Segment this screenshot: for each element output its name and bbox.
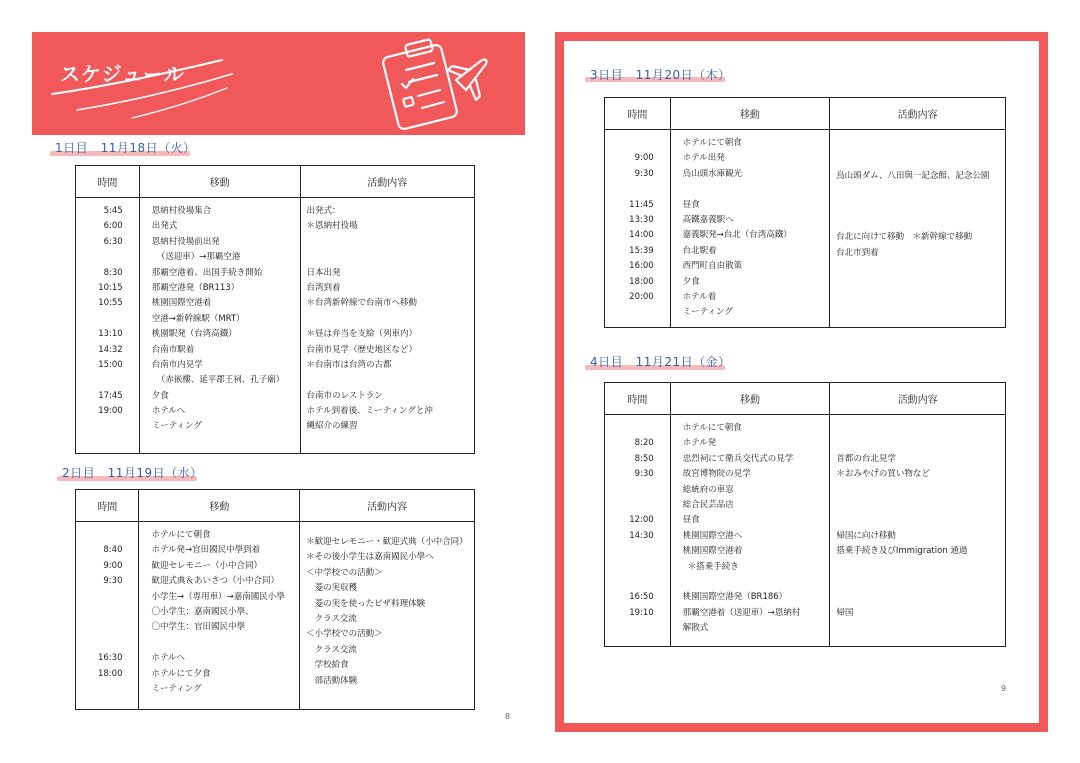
activity-entry: [836, 277, 1005, 292]
activity-entry: 烏山頭ダム、八田與一記念館、記念公園: [836, 170, 990, 181]
move-entry: 総合民芸品店: [682, 499, 734, 510]
activity-entry: 台北に向けて移動 ＊新幹線で移動: [836, 232, 973, 243]
move-entry: ホテルにて朝食: [682, 423, 742, 433]
activity-column-header: 活動内容: [300, 166, 475, 198]
move-column-header: 移動: [139, 490, 300, 522]
activity-entry: 学校給食: [306, 660, 349, 671]
time-column-header: 時間: [76, 166, 140, 198]
move-entry: 高鐵嘉義駅へ: [682, 214, 734, 225]
day1-schedule-table: [75, 165, 475, 454]
time-entry: 14:00: [629, 230, 654, 241]
move-entry: 歓迎セレモニー（小中合同）: [151, 560, 262, 571]
move-entry: 昼食: [682, 515, 700, 526]
activity-entry: [836, 621, 1005, 636]
activity-entry: ＊その後小学生は嘉南國民小學へ: [306, 552, 434, 563]
time-entry: [76, 636, 138, 651]
activity-entry: [836, 138, 1005, 153]
move-entry: 台南市駅着: [151, 344, 195, 355]
move-entry: 台南市内見学: [151, 359, 203, 370]
time-entry: 9:00: [103, 560, 123, 571]
move-entry: 那覇空港発（BR113）: [151, 282, 240, 293]
move-entry: 那覇空港着、出国手続き開始: [151, 267, 263, 278]
time-entry: 8:20: [634, 438, 654, 449]
time-entry: [76, 373, 139, 388]
day4-activity-cell: [830, 415, 1006, 647]
time-entry: [605, 575, 670, 590]
move-entry: 総統府の車窓: [682, 484, 734, 495]
time-entry: 6:30: [103, 236, 123, 247]
time-entry: 19:00: [98, 406, 123, 417]
activity-entry: 台湾到着: [306, 282, 341, 293]
activity-entry: 帰国に向け移動: [836, 530, 896, 541]
move-entry: 小学生→（専用車）→嘉南國民小學: [151, 591, 285, 602]
time-entry: [605, 483, 670, 498]
time-entry: [76, 312, 139, 327]
move-entry: ホテルにて朝食: [151, 530, 211, 540]
day4-move-cell: [670, 415, 830, 647]
page-number-left: 8: [505, 712, 511, 721]
day4-schedule-table: [604, 382, 1006, 647]
activity-entry: クラス交流: [306, 613, 357, 624]
activity-entry: [836, 184, 1005, 199]
time-entry: 6:00: [103, 221, 123, 232]
activity-entry: 縄紹介の練習: [306, 421, 358, 432]
move-entry: ホテルにて朝食: [682, 138, 742, 148]
move-entry: 烏山頭水庫観光: [682, 168, 743, 179]
activity-entry: 出発式：: [306, 206, 341, 216]
time-entry: [605, 421, 670, 436]
time-entry: 10:55: [98, 298, 123, 309]
time-entry: 18:00: [97, 668, 123, 679]
time-entry: [76, 528, 138, 543]
time-entry: [605, 560, 670, 575]
activity-entry: [836, 560, 1005, 575]
time-entry: [76, 605, 138, 620]
activity-entry: 搭乗手続き及びImmigration 通過: [836, 546, 968, 557]
move-column-header: 移動: [670, 98, 830, 130]
time-entry: 13:30: [629, 214, 654, 225]
activity-entry: [836, 215, 1005, 230]
move-entry: ホテルへ: [151, 653, 186, 664]
time-column-header: 時間: [605, 98, 671, 130]
time-entry: 16:00: [629, 261, 654, 272]
schedule-header: [32, 32, 525, 135]
activity-entry: 部活動体験: [306, 675, 358, 686]
move-entry: 〇中学生：官田國民中學: [151, 622, 245, 633]
time-entry: [76, 590, 138, 605]
activity-entry: [836, 200, 1005, 215]
day2-activity-cell: [300, 522, 475, 710]
time-entry: 14:32: [98, 344, 123, 355]
time-entry: 15:00: [98, 359, 123, 370]
activity-entry: [836, 307, 1005, 322]
day3-time-cell: [605, 130, 671, 328]
time-entry: 9:30: [634, 469, 654, 480]
time-entry: 20:00: [629, 291, 654, 302]
move-entry: ＊搭乗手続き: [687, 561, 739, 572]
activity-column-header: 活動内容: [830, 98, 1006, 130]
move-entry: ホテル発: [682, 438, 717, 449]
move-entry: 出発式: [151, 221, 178, 232]
move-entry: 桃園国際空港着: [682, 546, 743, 557]
activity-entry: 台北市到着: [836, 247, 879, 258]
clipboard-airplane-icon: [382, 36, 492, 136]
move-entry: 昼食: [682, 199, 700, 210]
day1-move-cell: [139, 198, 300, 454]
move-column-header: 移動: [670, 383, 830, 415]
activity-entry: 台南市見学（歴史地区など）: [306, 344, 418, 355]
day3-move-cell: [670, 130, 830, 328]
time-entry: 14:30: [629, 530, 654, 541]
move-entry: ホテル出発: [682, 153, 725, 164]
time-entry: [605, 498, 670, 513]
move-entry: 夕食: [682, 276, 700, 287]
day1-title: 1日目 11月18日（火）: [55, 141, 196, 155]
time-entry: [76, 682, 138, 697]
move-entry: 恩納村役場集合: [151, 206, 212, 216]
activity-entry: [836, 498, 1005, 513]
activity-entry: [836, 590, 1005, 605]
move-entry: ミーティング: [151, 421, 202, 432]
day4-title: 4日目 11月21日（金）: [590, 355, 731, 369]
activity-entry: クラス交流: [306, 644, 357, 655]
move-column-header: 移動: [139, 166, 300, 198]
move-entry: ホテル発→官田國民中學到着: [151, 545, 261, 556]
day3-schedule-table: [604, 97, 1006, 328]
move-entry: 〇小学生：嘉南國民小學、: [151, 606, 254, 617]
time-entry: 9:00: [634, 153, 654, 164]
activity-entry: [836, 483, 1005, 498]
activity-entry: [836, 513, 1005, 528]
time-entry: [76, 419, 139, 434]
activity-entry: ＊歓迎セレモニー・歓迎式典（小中合同）: [306, 537, 468, 547]
time-entry: 9:30: [103, 576, 123, 587]
move-entry: [151, 636, 299, 651]
time-entry: 13:10: [98, 329, 123, 340]
day1-activity-cell: [300, 198, 475, 454]
move-entry: （送迎車）→那覇空港: [156, 252, 241, 263]
move-entry: 忠烈祠にて衛兵交代式の見学: [682, 453, 794, 464]
time-entry: 11:45: [629, 199, 654, 210]
day2-move-cell: [139, 522, 300, 710]
move-entry: 西門町自由散策: [682, 261, 743, 272]
move-entry: ホテルにて夕食: [151, 668, 211, 679]
move-entry: [683, 182, 830, 197]
move-entry: 嘉義駅発→台北（台湾高鐵）: [682, 230, 792, 241]
time-entry: 16:50: [629, 592, 654, 603]
time-column-header: 時間: [76, 490, 139, 522]
time-entry: 8:40: [103, 545, 123, 556]
time-column-header: 時間: [605, 383, 671, 415]
move-entry: 那覇空港着（送迎車）→恩納村: [682, 607, 801, 618]
activity-entry: ＊台南市は台湾の古都: [306, 359, 392, 370]
move-entry: 桃園国際空港へ: [682, 530, 743, 541]
day3-title: 3日目 11月20日（木）: [590, 68, 731, 82]
time-entry: 12:00: [629, 515, 654, 526]
move-entry: ミーティング: [151, 683, 202, 694]
activity-entry: [307, 373, 475, 388]
time-entry: [76, 620, 138, 635]
activity-entry: [836, 575, 1005, 590]
activity-entry: [836, 153, 1005, 168]
activity-entry: ＊恩納村役場: [306, 221, 358, 232]
time-entry: 16:30: [97, 653, 123, 664]
activity-entry: 菱の実を使ったピザ料理体験: [306, 598, 426, 609]
activity-entry: [307, 235, 475, 250]
activity-entry: 首都の台北見学: [836, 453, 896, 464]
day4-time-cell: [605, 415, 671, 647]
move-entry: ホテルへ: [151, 406, 186, 417]
activity-column-header: 活動内容: [300, 490, 475, 522]
move-entry: ホテル着: [682, 291, 717, 302]
move-entry: 解散式: [682, 623, 709, 634]
move-entry: 恩納村役場前出発: [151, 236, 220, 247]
day3-activity-cell: [830, 130, 1006, 328]
activity-entry: 台南市のレストラン: [306, 390, 383, 401]
time-entry: [76, 250, 139, 265]
activity-entry: ＜小学校での活動＞: [306, 629, 383, 640]
activity-entry: 日本出発: [306, 267, 341, 278]
activity-entry: ＊台湾新幹線で台南市へ移動: [306, 298, 418, 309]
day2-schedule-table: [75, 489, 475, 710]
time-entry: 8:30: [103, 267, 123, 278]
move-entry: 歓迎式典＆あいさつ（小中合同）: [151, 576, 279, 587]
move-entry: 桃園国際空港着: [151, 298, 212, 309]
page-number-right: 9: [1001, 684, 1007, 693]
right-page: [540, 0, 1080, 763]
activity-entry: ＜中学校での活動＞: [306, 567, 383, 578]
activity-column-header: 活動内容: [830, 383, 1006, 415]
time-entry: 19:10: [629, 607, 654, 618]
time-entry: 17:45: [98, 390, 123, 401]
move-entry: 夕食: [151, 390, 169, 401]
time-entry: [605, 136, 670, 151]
move-entry: 桃園国際空港発（BR186）: [682, 592, 788, 603]
time-entry: 10:15: [98, 282, 123, 293]
move-entry: 桃園駅発（台湾高鐵）: [151, 329, 237, 340]
move-entry: ミーティング: [682, 307, 733, 318]
move-entry: 台北駅着: [682, 245, 717, 256]
day2-time-cell: [76, 522, 139, 710]
activity-entry: [836, 261, 1005, 276]
time-entry: [605, 305, 670, 320]
time-entry: 15:39: [629, 245, 654, 256]
time-entry: [605, 621, 670, 636]
move-entry: [683, 575, 830, 590]
activity-entry: 帰国: [836, 607, 854, 618]
move-entry: 故宮博物院の見学: [682, 469, 751, 480]
page-title: スケジュール: [60, 62, 185, 86]
time-entry: [605, 544, 670, 559]
activity-entry: [307, 250, 475, 265]
activity-entry: [307, 312, 475, 327]
activity-entry: [836, 436, 1005, 451]
day1-time-cell: [76, 198, 140, 454]
activity-entry: ホテル到着後、ミーティングと沖: [306, 406, 433, 417]
move-entry: 空港→新幹線駅（MRT）: [151, 313, 245, 324]
time-entry: 9:30: [634, 168, 654, 179]
activity-entry: [836, 292, 1005, 307]
activity-entry: ＊おみやげの買い物など: [836, 469, 930, 480]
time-entry: 18:00: [629, 276, 654, 287]
time-entry: [605, 182, 670, 197]
time-entry: 8:50: [634, 453, 654, 464]
activity-entry: 菱の実収穫: [306, 583, 358, 594]
activity-entry: [836, 421, 1005, 436]
activity-entry: ＊昼は弁当を支給（列車内）: [306, 329, 418, 340]
time-entry: 5:45: [103, 206, 123, 216]
move-entry: （赤嵌樓、延平郡王祠、孔子廟）: [156, 375, 285, 386]
day2-title: 2日目 11月19日（水）: [62, 466, 203, 480]
